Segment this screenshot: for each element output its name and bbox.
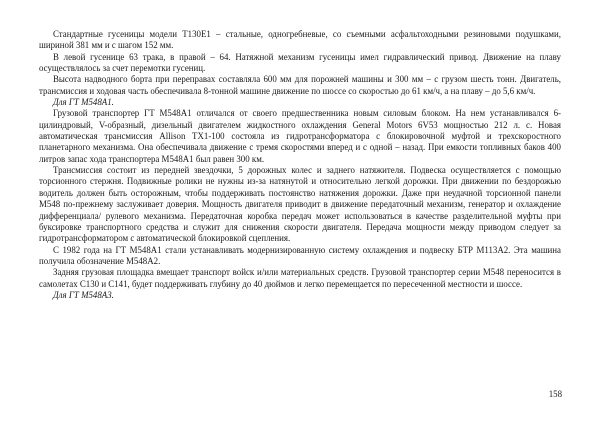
paragraph-freeboard: Высота надводного борта при переправах составляла 600 мм для порожней машины и 300 мм – с грузом шесть тонн. Двигатель, трансмиссия и ходовая часть обеспечивала 8-тонной машине движение по шоссе со скоростью до 61 км/ч, а на плаву – до 5,6 км/ч. xyxy=(39,74,561,96)
document-body xyxy=(39,29,561,301)
paragraph-cargo-platform: Задняя грузовая площадка вмещает транспорт войск и/или материальных средств. Грузовой транспортер серии М548 переносится в самолетах С130 и С141, будет поддерживать глубину до 40 дюймов и легко перемещается по пересеченной местности и шоссе. xyxy=(39,267,561,289)
paragraph-tracks-spec: Стандартные гусеницы модели T130E1 – стальные, одногребневые, со съемными асфальтоходными резиновыми подушками, шириной 381 мм и с шагом 152 мм. xyxy=(39,29,561,51)
paragraph-transmission: Трансмиссия состоит из передней звездочки, 5 дорожных колес и заднего натяжителя. Подвеска осуществляется с помощью торсионного стержня. Подвижные ролики не нужны из-за натянутой и относительно легкой дорожки. При движении по бездорожью водитель должен быть осторожным, чтобы поддерживать постоянство натяжения дорожки. Даже при неудачной торсионной панели М548 по-прежнему заслуживает доверия. Мощность двигателя приводит в движение передаточный механизм, генератор и охлаждение дифференциала/ рулевого механизма. Передаточная коробка передач может использоваться в качестве разделительной муфты при буксировке транспортного средства и служит для снижения скорости двигателя. Передача мощности между приводом следует за гидротрансформатором с автоматической блокировкой сцепления. xyxy=(39,165,561,244)
section-heading-m548a3: Для ГТ М548А3. xyxy=(53,289,114,300)
paragraph-m548a2: С 1982 года на ГТ М548А1 стали устанавливать модернизированную систему охлаждения и подвеску БТР М113А2. Эта машина получила обозначение М548А2. xyxy=(39,244,561,266)
page-number: 158 xyxy=(548,389,562,399)
section-heading-m548a1: Для ГТ М548А1. xyxy=(53,97,114,108)
paragraph-m548a1-engine: Грузовой транспортер ГТ М548А1 отличался от своего предшественника новым силовым блоком. На нем устанавливался 6-цилиндровый, V-образный, дизельный двигателем жидкостного охлаждения General Motors 6V53 мощностью 212 л. с. Новая автоматическая трансмиссия Allison TX1-100 состояла из гидротрансформатора с блокировочной муфтой и трехскоростного планетарного механизма. Она обеспечивала движение с тремя скоростями вперед и с одной – назад. При емкости топливных баков 400 литров запас хода транспортера М548А1 был равен 300 км. xyxy=(39,108,561,164)
paragraph-tracks-count: В левой гусенице 63 трака, в правой – 64. Натяжной механизм гусеницы имел гидравлический привод. Движение на плаву осуществлялось за счет перемотки гусениц. xyxy=(39,51,561,74)
